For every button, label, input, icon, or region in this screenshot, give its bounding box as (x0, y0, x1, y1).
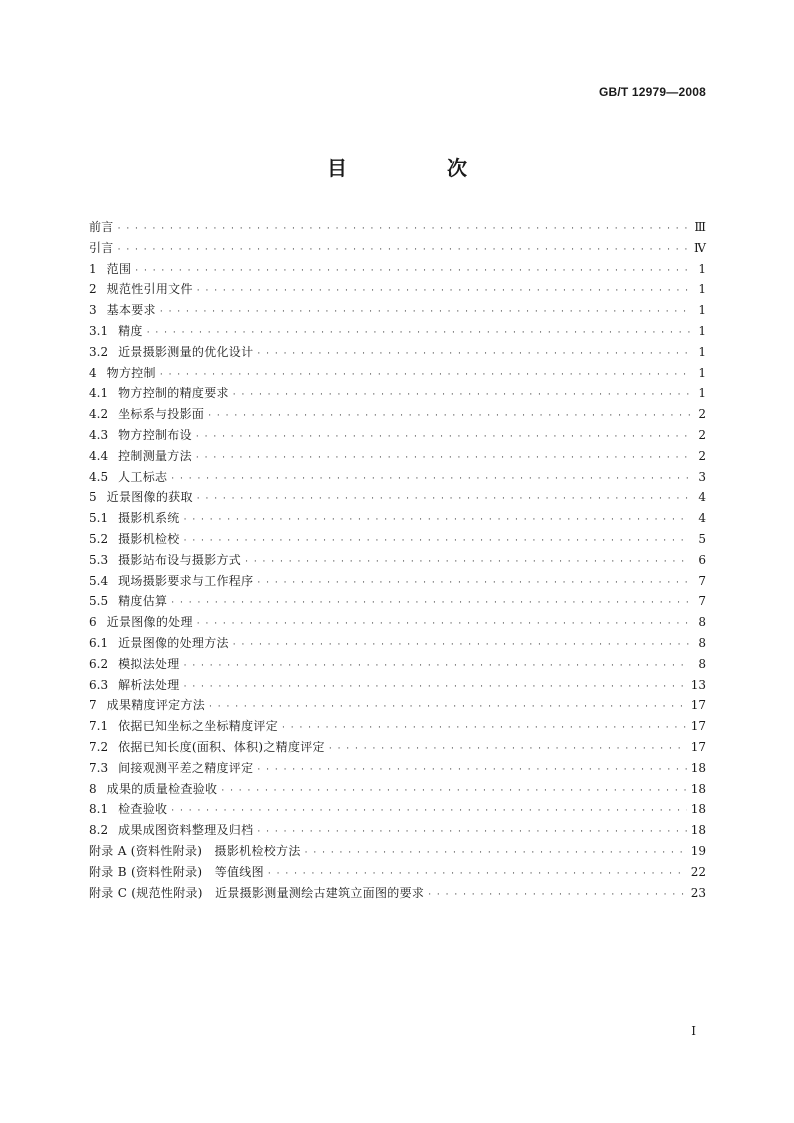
toc-dot-leader (196, 448, 690, 469)
toc-entry-number: 5.3 (89, 552, 109, 567)
toc-entry[interactable] (89, 363, 706, 384)
toc-dot-leader (257, 760, 686, 781)
toc-entry[interactable] (89, 654, 706, 675)
toc-dot-leader (221, 781, 686, 802)
toc-entry-page: 3 (698, 469, 706, 484)
toc-entry-page: 1 (698, 344, 706, 359)
toc-dot-leader (160, 365, 690, 386)
toc-entry-page: 1 (698, 365, 706, 380)
toc-entry-page: 18 (690, 802, 706, 817)
toc-entry[interactable] (89, 571, 706, 592)
toc-entry-label: 精度 (118, 323, 143, 338)
toc-entry-number: 4.5 (89, 469, 109, 484)
toc-entry-page: 8 (698, 635, 706, 650)
toc-entry[interactable] (89, 591, 706, 612)
toc-entry-page: 18 (690, 760, 706, 775)
toc-entry-label: 规范性引用文件 (106, 282, 193, 297)
toc-entry-page: 2 (698, 427, 706, 442)
toc-entry-number: 7.1 (89, 719, 109, 734)
toc-entry-number: 5.4 (89, 573, 109, 588)
toc-dot-leader (257, 344, 690, 365)
toc-dot-leader (197, 614, 690, 635)
toc-entry-label: 物方控制的精度要求 (118, 386, 229, 401)
toc-entry-number: 8.1 (89, 802, 109, 817)
toc-entry[interactable] (89, 633, 706, 654)
toc-dot-leader (305, 843, 687, 864)
toc-entry-number: 4.4 (89, 448, 109, 463)
toc-entry-page: 17 (690, 698, 706, 713)
toc-entry[interactable] (89, 841, 706, 862)
toc-dot-leader (184, 531, 690, 552)
toc-entry-label: 依据已知长度(面积、体积)之精度评定 (118, 739, 325, 754)
toc-entry-label: 物方控制 (106, 365, 156, 380)
toc-entry-number: 1 (89, 261, 97, 276)
toc-entry[interactable] (89, 404, 706, 425)
toc-entry-label: 物方控制布设 (118, 427, 192, 442)
toc-entry[interactable] (89, 695, 706, 716)
toc-dot-leader (197, 489, 690, 510)
toc-dot-leader (209, 697, 687, 718)
toc-entry[interactable] (89, 342, 706, 363)
toc-entry-page: 5 (698, 531, 706, 546)
toc-dot-leader (135, 261, 690, 282)
toc-entry-page: 18 (690, 823, 706, 838)
toc-dot-leader (197, 281, 690, 302)
toc-dot-leader (208, 406, 690, 427)
toc-entry-page: 1 (698, 323, 706, 338)
toc-entry-number: 4 (89, 365, 97, 380)
toc-entry[interactable] (89, 446, 706, 467)
toc-entry[interactable] (89, 383, 706, 404)
toc-entry[interactable] (89, 779, 706, 800)
toc-dot-leader (118, 240, 690, 261)
toc-entry-label: 引言 (89, 240, 114, 255)
toc-entry-number: 7 (89, 698, 97, 713)
toc-entry[interactable] (89, 321, 706, 342)
toc-entry-number: 5.5 (89, 594, 109, 609)
toc-entry-page: 8 (698, 656, 706, 671)
toc-dot-leader (233, 635, 690, 656)
toc-entry-page: 7 (698, 594, 706, 609)
toc-entry-page: 19 (690, 843, 706, 858)
toc-entry-number: 3 (89, 303, 97, 318)
toc-dot-leader (171, 593, 690, 614)
toc-entry[interactable] (89, 467, 706, 488)
toc-entry-label: 近景图像的获取 (106, 490, 193, 505)
toc-entry-number: 7.2 (89, 739, 109, 754)
toc-entry-page: 22 (690, 864, 706, 879)
toc-entry-page: 6 (698, 552, 706, 567)
toc-entry-label: 解析法处理 (118, 677, 180, 692)
toc-entry-number: 6.2 (89, 656, 109, 671)
toc-dot-leader (147, 323, 690, 344)
toc-entry-number: 3.2 (89, 344, 109, 359)
toc-entry-label: 间接观测平差之精度评定 (118, 760, 254, 775)
toc-entry-label: 成果成图资料整理及归档 (118, 823, 254, 838)
toc-entry-label: 附录 A (资料性附录) 摄影机检校方法 (89, 843, 301, 858)
toc-entry[interactable] (89, 550, 706, 571)
toc-dot-leader (268, 864, 687, 885)
toc-dot-leader (160, 302, 690, 323)
toc-entry[interactable] (89, 675, 706, 696)
toc-dot-leader (282, 718, 687, 739)
toc-dot-leader (184, 677, 687, 698)
toc-entry-number: 5.1 (89, 511, 109, 526)
toc-dot-leader (233, 385, 690, 406)
toc-entry-number: 3.1 (89, 323, 109, 338)
toc-entry[interactable] (89, 820, 706, 841)
toc-entry[interactable] (89, 259, 706, 280)
toc-entry-number: 8.2 (89, 823, 109, 838)
toc-entry[interactable] (89, 508, 706, 529)
toc-entry-page: 1 (698, 282, 706, 297)
toc-entry-number: 4.2 (89, 407, 109, 422)
toc-entry-label: 模拟法处理 (118, 656, 180, 671)
toc-entry-label: 坐标系与投影面 (118, 407, 205, 422)
toc-entry-label: 依据已知坐标之坐标精度评定 (118, 719, 278, 734)
toc-entry-page: 4 (698, 511, 706, 526)
toc-entry-number: 6.3 (89, 677, 109, 692)
toc-dot-leader (118, 219, 690, 240)
toc-entry[interactable] (89, 487, 706, 508)
toc-dot-leader (184, 656, 690, 677)
page-number: I (691, 1024, 696, 1038)
toc-entry-label: 前言 (89, 220, 114, 234)
toc-entry-number: 5.2 (89, 531, 109, 546)
toc-entry-number: 6.1 (89, 635, 109, 650)
toc-entry-page: 4 (698, 490, 706, 505)
toc-dot-leader (184, 510, 690, 531)
toc-entry[interactable] (89, 799, 706, 820)
toc-entry[interactable] (89, 529, 706, 550)
table-of-contents (89, 217, 706, 903)
toc-entry[interactable] (89, 737, 706, 758)
page-title: 目 次 (327, 156, 507, 180)
toc-entry-number: 8 (89, 781, 97, 796)
standard-code: GB/T 12979—2008 (598, 85, 706, 99)
toc-dot-leader (329, 739, 687, 760)
toc-entry[interactable] (89, 612, 706, 633)
toc-entry-label: 摄影机检校 (118, 531, 180, 546)
toc-entry-label: 精度估算 (118, 594, 168, 609)
toc-entry[interactable] (89, 716, 706, 737)
toc-entry-label: 近景图像的处理 (106, 615, 193, 630)
toc-entry-page: 1 (698, 261, 706, 276)
toc-entry-label: 现场摄影要求与工作程序 (118, 573, 254, 588)
toc-entry-number: 4.3 (89, 427, 109, 442)
toc-entry-number: 6 (89, 615, 97, 630)
toc-entry-label: 成果的质量检查验收 (106, 781, 218, 796)
toc-entry-page: 2 (698, 448, 706, 463)
toc-dot-leader (257, 573, 690, 594)
toc-entry-number: 7.3 (89, 760, 109, 775)
toc-dot-leader (171, 801, 686, 822)
toc-entry-label: 成果精度评定方法 (106, 698, 206, 713)
toc-entry-label: 近景图像的处理方法 (118, 635, 229, 650)
toc-entry-page: 17 (690, 719, 706, 734)
toc-entry[interactable] (89, 300, 706, 321)
toc-dot-leader (257, 822, 686, 843)
toc-dot-leader (428, 885, 687, 906)
toc-entry-page: 18 (690, 781, 706, 796)
toc-entry-label: 附录 C (规范性附录) 近景摄影测量测绘古建筑立面图的要求 (89, 885, 425, 900)
toc-entry[interactable] (89, 758, 706, 779)
toc-entry-page: 7 (698, 573, 706, 588)
toc-entry-label: 检查验收 (118, 802, 168, 817)
toc-entry-label: 控制测量方法 (118, 448, 192, 463)
toc-entry-number: 4.1 (89, 386, 109, 401)
toc-entry-page: Ⅳ (694, 240, 706, 255)
toc-dot-leader (171, 469, 690, 490)
toc-entry[interactable] (89, 425, 706, 446)
toc-entry-number: 5 (89, 490, 97, 505)
toc-entry-label: 摄影机系统 (118, 511, 180, 526)
toc-entry-page: 1 (698, 386, 706, 401)
toc-entry[interactable] (89, 279, 706, 300)
toc-entry-page: 1 (698, 303, 706, 318)
toc-entry-page: 13 (690, 677, 706, 692)
toc-entry-label: 摄影站布设与摄影方式 (118, 552, 242, 567)
toc-dot-leader (196, 427, 690, 448)
toc-entry-number: 2 (89, 282, 97, 297)
toc-entry[interactable] (89, 862, 706, 883)
toc-entry-page: 23 (690, 885, 706, 900)
toc-entry-page: 8 (698, 615, 706, 630)
toc-entry[interactable] (89, 217, 706, 238)
toc-entry[interactable] (89, 883, 706, 904)
toc-entry[interactable] (89, 238, 706, 259)
toc-entry-label: 范围 (106, 261, 132, 276)
toc-entry-label: 近景摄影测量的优化设计 (118, 344, 254, 359)
toc-entry-page: 2 (698, 407, 706, 422)
toc-entry-page: 17 (690, 739, 706, 754)
toc-entry-label: 基本要求 (106, 303, 156, 318)
toc-dot-leader (245, 552, 690, 573)
toc-entry-label: 人工标志 (118, 469, 168, 484)
toc-entry-page: Ⅲ (694, 220, 706, 234)
toc-entry-label: 附录 B (资料性附录) 等值线图 (89, 864, 264, 879)
